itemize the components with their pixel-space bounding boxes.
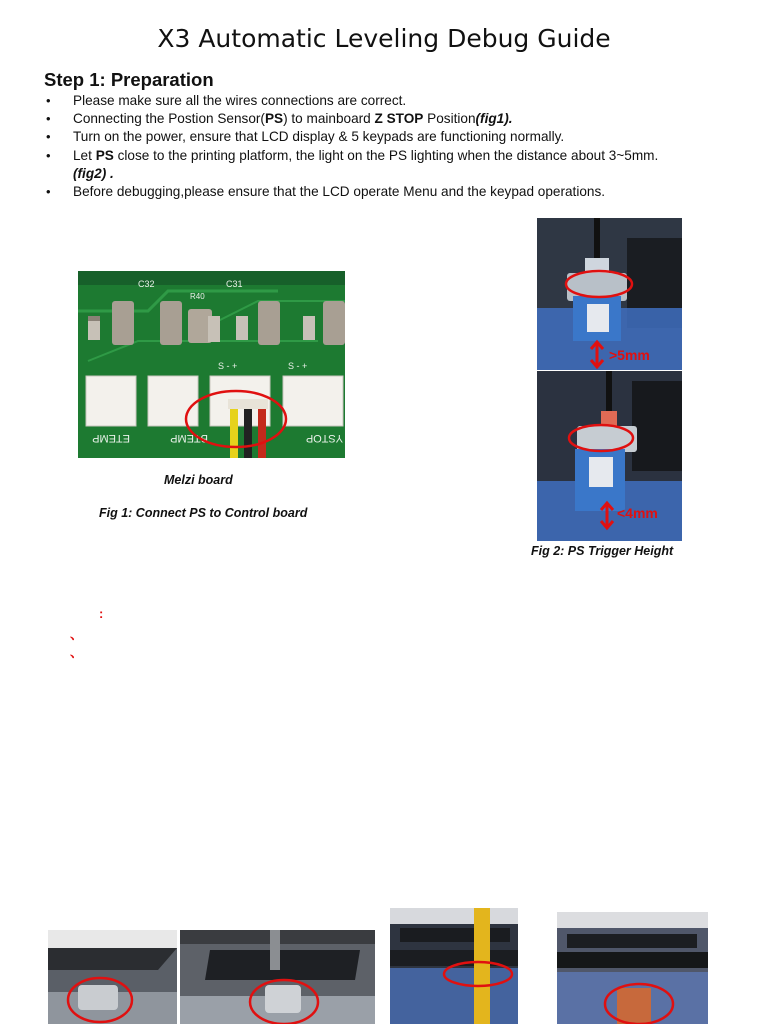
stray-mark: 、 (70, 627, 84, 642)
leveling-knob-photo-left (48, 930, 177, 1024)
frame-photo (557, 912, 708, 1024)
instruction-item (46, 147, 686, 183)
svg-text:S - +: S - + (218, 361, 238, 371)
instruction-text: Let (73, 147, 96, 163)
instruction-text: ) to mainboard (283, 111, 375, 127)
stray-mark: 、 (70, 645, 84, 660)
leveling-knob-photo-right (180, 930, 375, 1024)
instruction-text: close to the printing platform, the light on the PS lighting when the distance about 3~5mm. (113, 147, 659, 163)
sensor-photo-bottom (537, 371, 682, 541)
sensor-photo-top (537, 218, 682, 370)
svg-text:S - +: S - + (288, 361, 308, 371)
instruction-item (46, 128, 686, 146)
silkscreen-label: C31 (226, 279, 243, 289)
instruction-text: Please make sure all the wires connections are correct. (73, 93, 407, 108)
stray-mark: : (99, 606, 104, 621)
ruler-photo (390, 908, 518, 1024)
sensor-bottom-label: <4mm (617, 505, 658, 521)
step-heading: Step 1: Preparation (44, 69, 214, 90)
instruction-text: Connecting the Postion Sensor( (73, 111, 265, 127)
instruction-text: Position (423, 111, 476, 127)
pcb-illustration (78, 271, 345, 458)
silkscreen-label: R40 (190, 292, 205, 301)
pcb-photo (78, 271, 345, 458)
instruction-text: PS (95, 147, 114, 163)
instruction-item (46, 183, 686, 201)
instruction-text: (fig1). (475, 111, 513, 127)
instruction-text: Turn on the power, ensure that LCD display & 5 keypads are functioning normally. (73, 129, 565, 145)
fig1-caption: Fig 1: Connect PS to Control board (99, 506, 308, 520)
page-title: X3 Automatic Leveling Debug Guide (157, 24, 611, 53)
instruction-text: (fig2) . (73, 165, 114, 181)
fig1-board-label: Melzi board (164, 473, 233, 487)
instruction-list (46, 92, 686, 201)
svg-text:ETEMP: ETEMP (92, 432, 130, 444)
silkscreen-label: C32 (138, 279, 155, 289)
sensor-top-label: >5mm (609, 347, 650, 363)
instruction-item (46, 92, 686, 110)
instruction-text: Z STOP (374, 111, 424, 127)
fig2-caption: Fig 2: PS Trigger Height (531, 544, 674, 558)
svg-text:BTEMP: BTEMP (170, 432, 208, 444)
svg-text:YSTOP: YSTOP (305, 432, 343, 444)
instruction-text: PS (264, 111, 284, 127)
instruction-text: Before debugging,please ensure that the LCD operate Menu and the keypad operations. (73, 184, 606, 200)
instruction-item (46, 110, 686, 128)
